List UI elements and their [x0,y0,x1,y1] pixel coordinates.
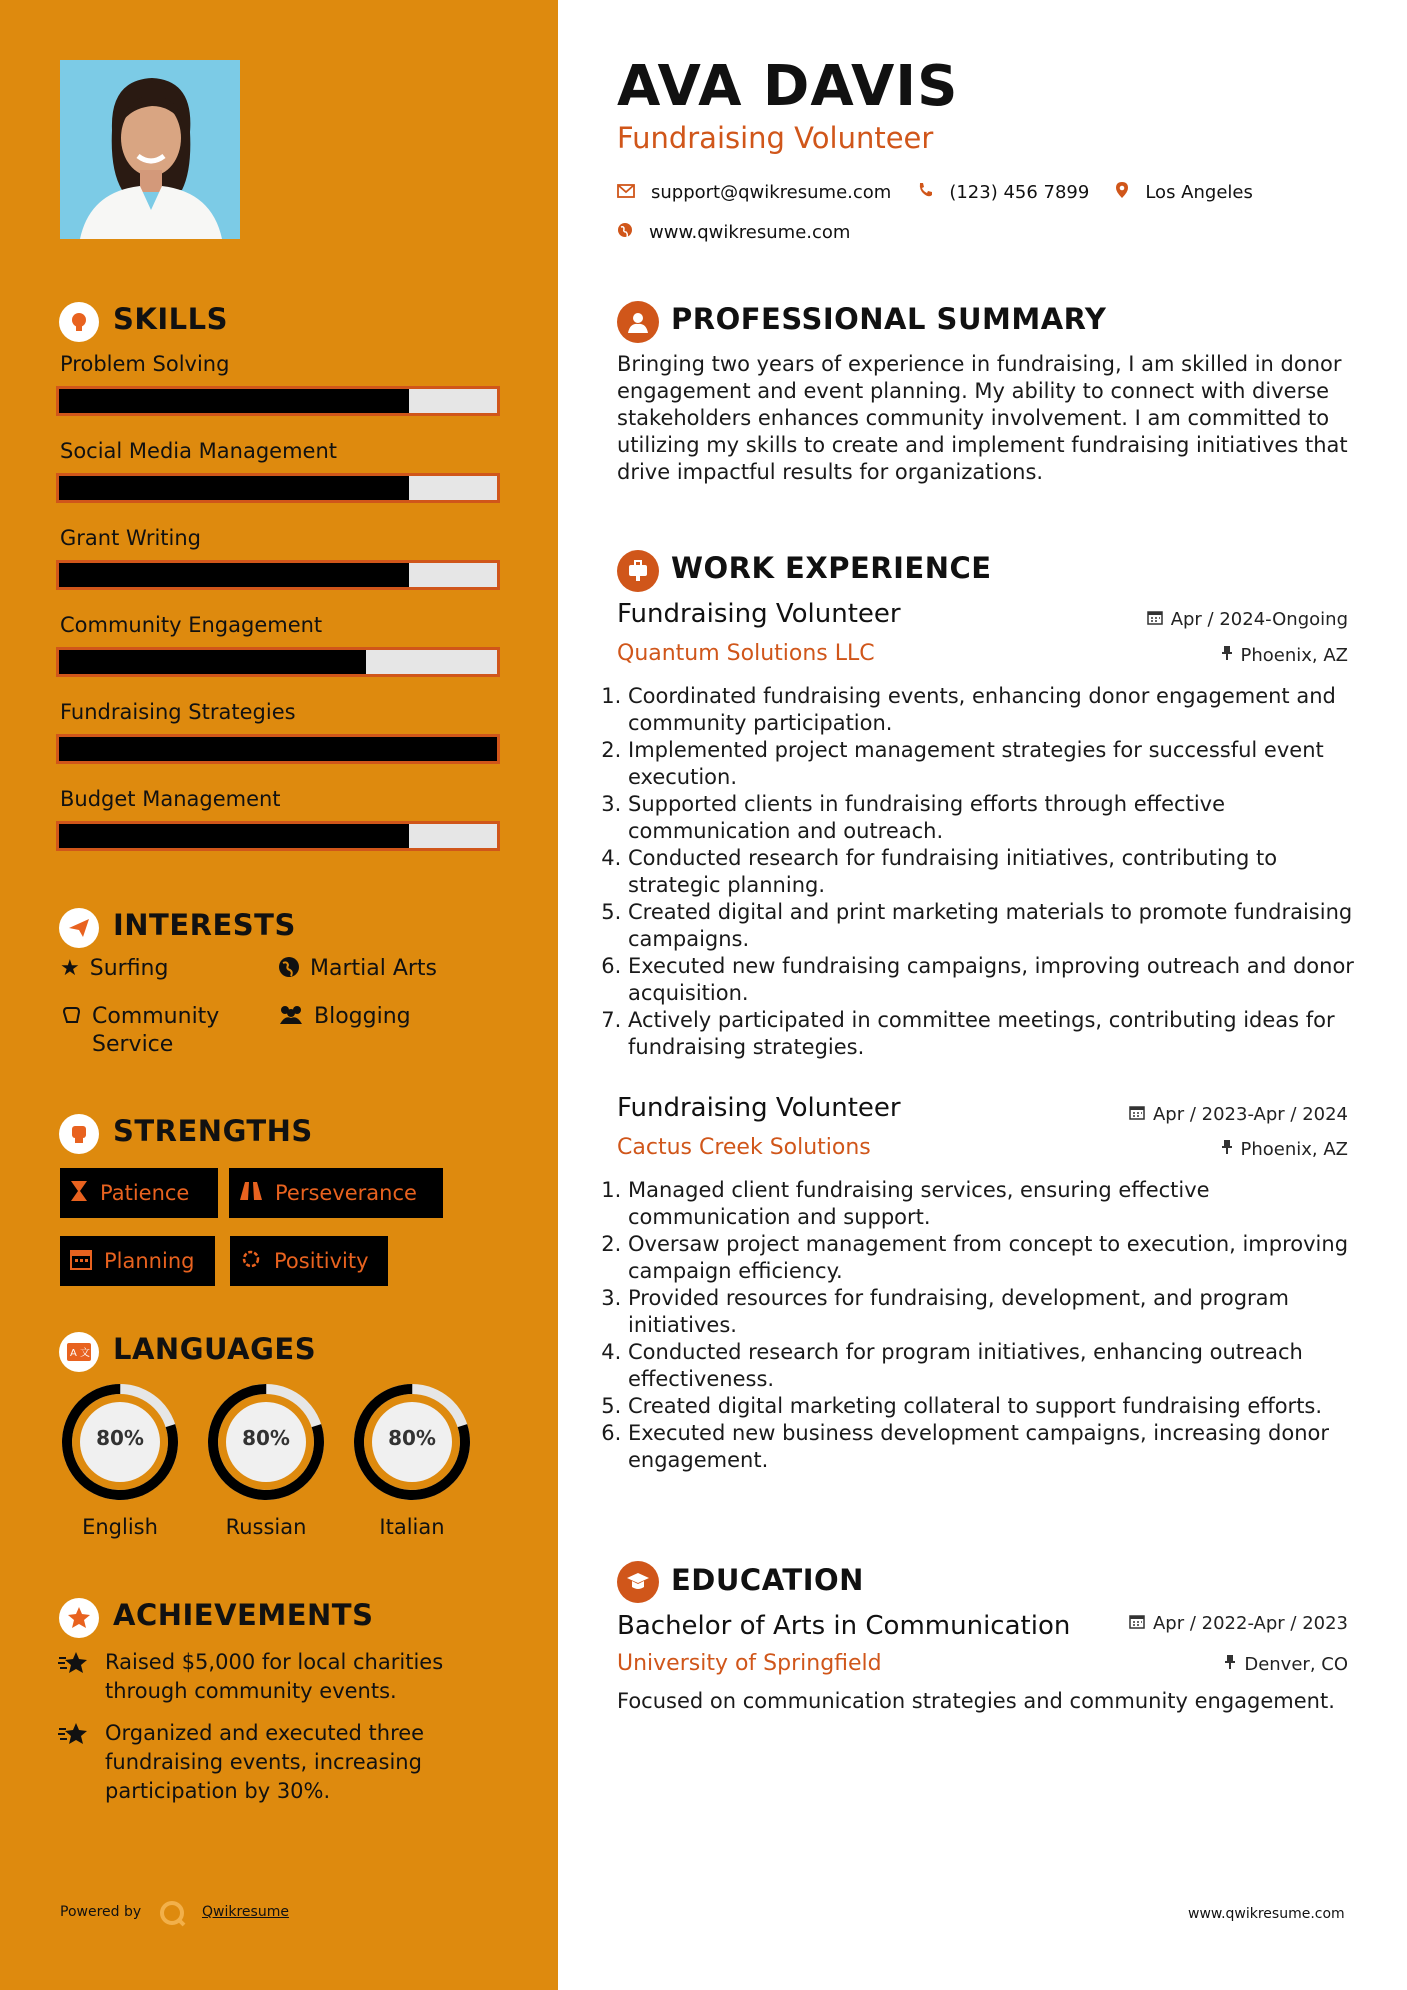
duty-item: 2. Implemented project management strategies for successful event execution. [628,737,1370,791]
powered-by-label: Powered by [60,1904,142,1920]
contact-row [617,181,1253,204]
skill-level-bar [56,473,500,503]
users-icon [278,1003,304,1031]
duty-item: 5. Created digital and print marketing materials to promote fundraising campaigns. [628,899,1370,953]
strength-patience: Patience [60,1168,218,1218]
duty-item: 6. Executed new business development campaigns, increasing donor engagement. [628,1420,1370,1474]
website-link[interactable]: www.qwikresume.com [649,222,851,243]
education-dates: Apr / 2022-Apr / 2023 [988,1613,1348,1634]
job-location: Phoenix, AZ [988,645,1348,666]
sun-icon [240,1248,262,1275]
calendar-icon [1129,1104,1145,1125]
summary-heading: PROFESSIONAL SUMMARY [671,302,1107,336]
fist-icon [59,1114,99,1154]
company-name: Cactus Creek Solutions [617,1135,871,1160]
profile-photo [60,60,240,239]
duty-item: 4. Conducted research for program initiatives, enhancing outreach effectiveness. [628,1339,1370,1393]
skill-label: Grant Writing [60,526,201,550]
education-location: Denver, CO [988,1654,1348,1675]
job-dates: Apr / 2024-Ongoing [988,609,1348,630]
skill-level-fill [59,563,409,587]
degree-title: Bachelor of Arts in Communication [617,1611,1071,1641]
star-badge-icon [58,1721,90,1751]
interest-blogging: Blogging [278,1003,411,1031]
hand-icon [60,1003,82,1059]
job-dates: Apr / 2023-Apr / 2024 [988,1104,1348,1125]
star-icon: ★ [60,956,80,981]
skill-level-bar [56,386,500,416]
duty-item: 1. Coordinated fundraising events, enhancing donor engagement and community participation. [628,683,1370,737]
location-pin-icon [1115,181,1129,204]
duty-item: 3. Provided resources for fundraising, development, and program initiatives. [628,1285,1370,1339]
school-name: University of Springfield [617,1651,882,1676]
interests-heading: INTERESTS [113,908,296,942]
user-icon [617,301,659,343]
skill-level-bar [56,560,500,590]
pin-icon [1221,645,1233,666]
qwikresume-logo-icon [158,1899,186,1931]
language-percent: 80% [96,1426,144,1450]
calendar-icon [1129,1613,1145,1634]
graduation-cap-icon [617,1561,659,1603]
phone-icon [917,182,933,203]
duty-item: 1. Managed client fundraising services, ensuring effective communication and support. [628,1177,1370,1231]
skill-label: Problem Solving [60,352,230,376]
location-text: Los Angeles [1145,182,1253,203]
award-icon [59,1598,99,1638]
strength-perseverance: Perseverance [229,1168,443,1218]
skill-level-bar [56,734,500,764]
language-ring [60,1382,180,1506]
skill-label: Budget Management [60,787,281,811]
skill-level-bar [56,821,500,851]
duty-item: 4. Conducted research for fundraising initiatives, contributing to strategic planning. [628,845,1370,899]
skill-label: Social Media Management [60,439,338,463]
website-row [617,222,850,243]
footer-website-link[interactable]: www.qwikresume.com [1188,1906,1345,1922]
duty-item: 3. Supported clients in fundraising efforts through effective communication and outreach. [628,791,1370,845]
duty-item: 7. Actively participated in committee meetings, contributing ideas for fundraising strategies. [628,1007,1370,1061]
language-label: Italian [379,1515,445,1539]
road-icon [239,1181,263,1206]
skill-level-fill [59,476,409,500]
skill-level-fill [59,650,366,674]
candidate-title: Fundraising Volunteer [617,121,934,155]
interest-surfing: ★ Surfing [60,956,169,981]
strengths-heading: STRENGTHS [113,1114,313,1148]
qwikresume-link[interactable]: Qwikresume [202,1904,289,1920]
interest-community-service: Community Service [60,1003,260,1059]
calendar-icon [1147,609,1163,630]
summary-text: Bringing two years of experience in fundraising, I am skilled in donor engagement and event planning. My ability to connect with diverse stakeholders enhances community involvement. I am committed to utilizing my skills to create and implement fundraising initiatives that drive impactful results for organizations. [617,352,1348,484]
job-title: Fundraising Volunteer [617,599,901,629]
duty-item: 5. Created digital marketing collateral to support fundraising efforts. [628,1393,1370,1420]
globe-icon [617,222,633,243]
language-percent: 80% [388,1426,436,1450]
duty-item: 2. Oversaw project management from concept to execution, improving campaign efficiency. [628,1231,1370,1285]
pin-icon [1224,1654,1236,1675]
briefcase-icon [617,550,659,592]
language-label: Russian [225,1515,307,1539]
language-ring [206,1382,326,1506]
strength-positivity: Positivity [230,1236,388,1286]
skill-label: Community Engagement [60,613,323,637]
sidebar: SKILLS INTERESTS ★ Surfing Martial Arts Community Service Blogging STRENGTHS Patience Perseverance Planning Positivity A 文 LANGUAGES ACHIEVEMENTS Raised $5,000 for local charities through community events. Organized and executed three fundraising events, increasing participation by 30%. Powered by Qwikresume Problem Solving Social Media Management Grant Writing Community Engagement Fundraising Strategies Budget Management 80% English 80% Russian 80% Italian [0,0,558,1990]
skill-level-fill [59,737,497,761]
duty-item: 6. Executed new fundraising campaigns, improving outreach and donor acquisition. [628,953,1370,1007]
globe-icon [278,955,300,983]
skill-level-bar [56,647,500,677]
company-name: Quantum Solutions LLC [617,641,875,666]
calendar-icon [70,1248,92,1275]
main-content [558,0,1407,1990]
job-title: Fundraising Volunteer [617,1093,901,1123]
phone-number: (123) 456 7899 [949,182,1090,203]
email-link[interactable]: support@qwikresume.com [651,182,892,203]
language-percent: 80% [242,1426,290,1450]
language-ring [352,1382,472,1506]
envelope-icon [617,182,635,203]
experience-heading: WORK EXPERIENCE [671,551,992,585]
language-label: English [82,1515,158,1539]
skill-level-fill [59,389,409,413]
job-duties [610,1177,1370,1474]
skills-heading: SKILLS [113,302,228,336]
skill-label: Fundraising Strategies [60,700,296,724]
strength-planning: Planning [60,1236,215,1286]
skill-level-fill [59,824,409,848]
languages-heading: LANGUAGES [113,1332,317,1366]
job-duties [610,683,1370,1061]
education-description: Focused on communication strategies and community engagement. [617,1689,1335,1713]
svg-text:A 文: A 文 [70,1348,91,1359]
job-location: Phoenix, AZ [988,1139,1348,1160]
language-icon [59,1332,99,1372]
candidate-name: AVA DAVIS [617,54,959,119]
hourglass-icon [70,1180,88,1207]
lightbulb-icon [59,302,99,342]
education-heading: EDUCATION [671,1563,864,1597]
paper-plane-icon [59,908,99,948]
star-badge-icon [58,1650,90,1680]
achievements-heading: ACHIEVEMENTS [113,1598,374,1632]
interest-martial-arts: Martial Arts [278,955,437,983]
pin-icon [1221,1139,1233,1160]
